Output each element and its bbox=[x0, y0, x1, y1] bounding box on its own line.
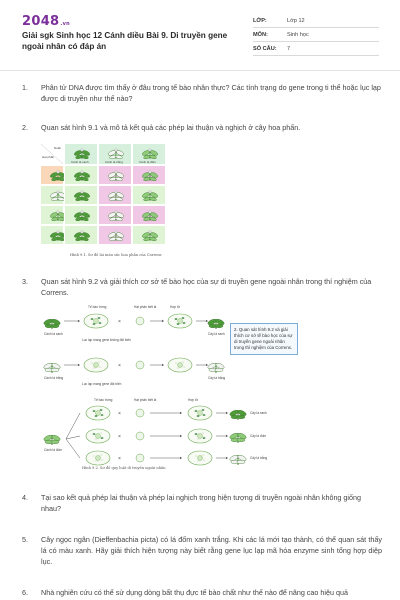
offspring-plant-icon bbox=[229, 432, 247, 443]
egg-cell-chloroplast bbox=[100, 454, 103, 456]
zygote-cell-chloroplast bbox=[203, 459, 206, 461]
zygote-cell-chloroplast bbox=[182, 317, 185, 319]
header-plant-icon bbox=[73, 147, 91, 160]
arrow-head bbox=[226, 435, 228, 437]
egg-cell-nucleus bbox=[96, 434, 101, 439]
egg-cell-chloroplast bbox=[93, 323, 96, 325]
arrow-head bbox=[226, 457, 228, 459]
egg-cell-chloroplast bbox=[93, 433, 96, 435]
egg-cell-chloroplast bbox=[99, 366, 102, 368]
zygote-cell-chloroplast bbox=[202, 432, 205, 434]
cross-cell bbox=[132, 165, 166, 185]
zygote-cell-chloroplast bbox=[182, 361, 185, 363]
egg-cell-chloroplast bbox=[100, 409, 103, 411]
offspring-plant-icon bbox=[107, 169, 125, 182]
branch-arrow bbox=[66, 436, 80, 439]
offspring-plant-icon bbox=[207, 362, 225, 373]
egg-cell-chloroplast bbox=[99, 322, 102, 324]
offspring-plant-icon bbox=[73, 189, 91, 202]
question-4: 4. Tại sao kết quả phép lai thuận và phép lai nghịch trong hiện tượng di truyền ngoài nhân không giống nhau? bbox=[22, 493, 362, 513]
zygote-cell-chloroplast bbox=[203, 414, 206, 416]
label-egg-cell: Tế bào trứng bbox=[94, 398, 113, 402]
meta-row-class: LỚP: Lớp 12 bbox=[253, 14, 379, 28]
offspring-plant-icon bbox=[73, 169, 91, 182]
zygote-cell-chloroplast bbox=[202, 409, 205, 411]
pollen-grain bbox=[136, 454, 144, 462]
zygote-cell-nucleus bbox=[198, 456, 203, 461]
cross-cell bbox=[98, 225, 132, 245]
figure-9-2 bbox=[42, 303, 332, 475]
offspring-plant-icon bbox=[207, 318, 225, 329]
header-divider bbox=[0, 70, 400, 71]
col-header-2 bbox=[98, 143, 132, 165]
pollen-grain bbox=[136, 409, 144, 417]
branch-arrow bbox=[66, 413, 80, 439]
figure-9-1 bbox=[40, 143, 200, 261]
col-header-3 bbox=[132, 143, 166, 165]
egg-cell-chloroplast bbox=[95, 415, 98, 417]
offspring-plant-icon bbox=[107, 189, 125, 202]
offspring-plant-icon bbox=[141, 209, 159, 222]
arrow-head bbox=[162, 364, 164, 366]
egg-cell-chloroplast bbox=[93, 367, 96, 369]
zygote-cell-chloroplast bbox=[175, 318, 178, 320]
offspring-label: Cây lá xanh bbox=[250, 411, 267, 415]
question-5: 5. Cây ngọc ngân (Dieffenbachia picta) có lá đốm xanh trắng. Khi các lá mới tạo thành, có thể quan sát thấy lá có màu xanh. Hãy giải thích hiện tượng này biết rằng gene lục lạp mã hóa enzyme sinh tổng hợp diệp lục. bbox=[22, 535, 382, 566]
pollen-grain bbox=[136, 317, 144, 325]
parent-label: Cành lá xanh bbox=[44, 332, 63, 336]
egg-cell-chloroplast bbox=[101, 414, 104, 416]
zygote-cell-nucleus bbox=[198, 434, 203, 439]
egg-cell-chloroplast bbox=[91, 318, 94, 320]
label-zygote: Hợp tử bbox=[170, 305, 181, 309]
col-header-label: Cành lá đốm bbox=[139, 160, 157, 164]
arrow-head bbox=[180, 435, 182, 437]
label-egg-cell: Tế bào trứng bbox=[88, 305, 107, 309]
arrow-head bbox=[78, 364, 80, 366]
zygote-cell-chloroplast bbox=[177, 367, 180, 369]
zygote-cell-nucleus bbox=[178, 319, 183, 324]
offspring-label: Cây lá xanh bbox=[208, 332, 225, 336]
egg-cell-chloroplast bbox=[93, 455, 96, 457]
arrow-head bbox=[78, 320, 80, 322]
egg-cell-nucleus bbox=[96, 456, 101, 461]
offspring-label: Cây lá trắng bbox=[250, 456, 268, 460]
arrow-head bbox=[180, 412, 182, 414]
row-header-3 bbox=[40, 205, 64, 225]
question-2: 2. Quan sát hình 9.1 và mô tả kết quả các phép lai thuận và nghịch ở cây hoa phấn. bbox=[22, 123, 301, 132]
offspring-plant-icon bbox=[73, 229, 91, 242]
parent-label: Cành lá đốm bbox=[44, 448, 63, 452]
egg-cell-chloroplast bbox=[101, 437, 104, 439]
parent-plant-icon bbox=[43, 362, 61, 373]
row-header-4 bbox=[40, 225, 64, 245]
offspring-label: Cây lá đốm bbox=[250, 434, 267, 438]
offspring-plant-icon bbox=[107, 209, 125, 222]
zygote-cell-chloroplast bbox=[203, 437, 206, 439]
row-header-2 bbox=[40, 185, 64, 205]
cross-sign: × bbox=[118, 411, 121, 417]
egg-cell-chloroplast bbox=[98, 317, 101, 319]
zygote-cell-chloroplast bbox=[197, 438, 200, 440]
label-zygote: Hợp tử bbox=[188, 398, 199, 402]
cross-cell bbox=[64, 165, 98, 185]
egg-cell-chloroplast bbox=[95, 460, 98, 462]
zygote-cell-chloroplast bbox=[183, 366, 186, 368]
egg-cell-nucleus bbox=[94, 363, 99, 368]
meta-row-count: SỐ CÂU: 7 bbox=[253, 42, 379, 56]
page-title: Giải sgk Sinh học 12 Cánh diều Bài 9. Di truyền gene ngoài nhân có đáp án bbox=[22, 31, 228, 51]
label-pollen: Hạt phấn biết lá bbox=[134, 305, 157, 309]
cross-cell bbox=[132, 225, 166, 245]
arrow-head bbox=[206, 320, 208, 322]
figure-9-1-caption: Hình 9.1. Sơ đồ lai màu sắc hoa phấn của Correns bbox=[70, 253, 162, 257]
cross-cell bbox=[132, 205, 166, 225]
offspring-plant-icon bbox=[73, 209, 91, 222]
egg-cell-chloroplast bbox=[91, 362, 94, 364]
pollen-grain bbox=[136, 361, 144, 369]
zygote-cell-chloroplast bbox=[175, 362, 178, 364]
question-1: 1. Phân tử DNA được tìm thấy ở đâu trong tế bào nhân thực? Các tính trạng do gene trong ti thể hoặc lục lạp được di truyền như thế nào? bbox=[22, 83, 381, 103]
question-3: 3. Quan sát hình 9.2 và giải thích cơ sở tế bào học của sự di truyền gene ngoài nhân trong thí nghiệm của Correns. bbox=[22, 277, 372, 297]
egg-cell-nucleus bbox=[94, 319, 99, 324]
site-logo[interactable]: 2048.vn bbox=[22, 14, 71, 29]
cross-sign: × bbox=[118, 456, 121, 462]
parent-plant-icon bbox=[43, 434, 61, 445]
egg-cell-nucleus bbox=[96, 411, 101, 416]
col-header-1 bbox=[64, 143, 98, 165]
pollen-grain bbox=[136, 432, 144, 440]
zygote-cell-chloroplast bbox=[197, 415, 200, 417]
cross-cell bbox=[64, 205, 98, 225]
label-mutant-chloroplast: Lục lạp mang gene đột biến bbox=[82, 382, 122, 386]
cross-sign: × bbox=[118, 319, 121, 325]
arrow-head bbox=[206, 364, 208, 366]
label-pollen: Hạt phấn biết lá bbox=[134, 398, 157, 402]
zygote-cell-chloroplast bbox=[195, 410, 198, 412]
cross-sign: × bbox=[118, 363, 121, 369]
figure-9-2-caption: Hình 9.2. Sơ đồ quy luật di truyền ngoài nhân bbox=[82, 466, 166, 470]
col-header-label: Cành lá xanh bbox=[71, 160, 89, 164]
meta-row-subject: MÔN: Sinh học bbox=[253, 28, 379, 42]
egg-cell-chloroplast bbox=[100, 432, 103, 434]
cross-cell bbox=[98, 185, 132, 205]
offspring-plant-icon bbox=[107, 229, 125, 242]
corner-label-ovule: Noãn bbox=[54, 146, 62, 150]
zygote-cell-chloroplast bbox=[195, 455, 198, 457]
offspring-label: Cây lá trắng bbox=[208, 376, 226, 380]
zygote-cell-nucleus bbox=[198, 411, 203, 416]
egg-cell-chloroplast bbox=[101, 459, 104, 461]
cross-cell bbox=[98, 165, 132, 185]
zygote-cell-nucleus bbox=[178, 363, 183, 368]
egg-cell-chloroplast bbox=[95, 438, 98, 440]
branch-arrow bbox=[66, 439, 80, 458]
offspring-plant-icon bbox=[141, 189, 159, 202]
zygote-cell-chloroplast bbox=[197, 460, 200, 462]
zygote-cell-chloroplast bbox=[195, 433, 198, 435]
zygote-cell-chloroplast bbox=[202, 454, 205, 456]
cross-cell bbox=[132, 185, 166, 205]
page-header bbox=[0, 0, 400, 66]
question-6: 6. Nhà nghiên cứu có thể sử dụng dòng bất thụ đực tế bào chất như thế nào để nâng cao hiệu quả bbox=[22, 588, 348, 597]
arrow-head bbox=[162, 320, 164, 322]
zygote-cell-chloroplast bbox=[183, 322, 186, 324]
cross-cell bbox=[64, 185, 98, 205]
figure-note-box: 2. Quan sát hình 9.2 và giải thích cơ sở tế bào học của sự di truyền gene ngoài nhân trong thí nghiệm của Correns. bbox=[230, 323, 298, 355]
arrow-head bbox=[226, 412, 228, 414]
header-plant-icon bbox=[107, 147, 125, 160]
egg-cell-chloroplast bbox=[93, 410, 96, 412]
header-plant-icon bbox=[141, 147, 159, 160]
cross-cell bbox=[98, 205, 132, 225]
row-header-1 bbox=[40, 165, 64, 185]
offspring-plant-icon bbox=[141, 169, 159, 182]
parent-label: Cành lá trắng bbox=[44, 376, 64, 380]
parent-plant-icon bbox=[43, 318, 61, 329]
corner-cell bbox=[40, 143, 64, 165]
egg-cell-chloroplast bbox=[98, 361, 101, 363]
offspring-plant-icon bbox=[229, 409, 247, 420]
meta-table bbox=[253, 14, 379, 56]
offspring-plant-icon bbox=[141, 229, 159, 242]
zygote-cell-chloroplast bbox=[177, 323, 180, 325]
label-normal-chloroplast: Lục lạp mang gene không đột biến bbox=[82, 338, 131, 342]
cross-cell bbox=[64, 225, 98, 245]
cross-sign: × bbox=[118, 434, 121, 440]
corner-label-pollen: Hạt phấn bbox=[42, 155, 55, 159]
col-header-label: Cành lá trắng bbox=[105, 160, 124, 164]
arrow-head bbox=[180, 457, 182, 459]
offspring-plant-icon bbox=[229, 454, 247, 465]
